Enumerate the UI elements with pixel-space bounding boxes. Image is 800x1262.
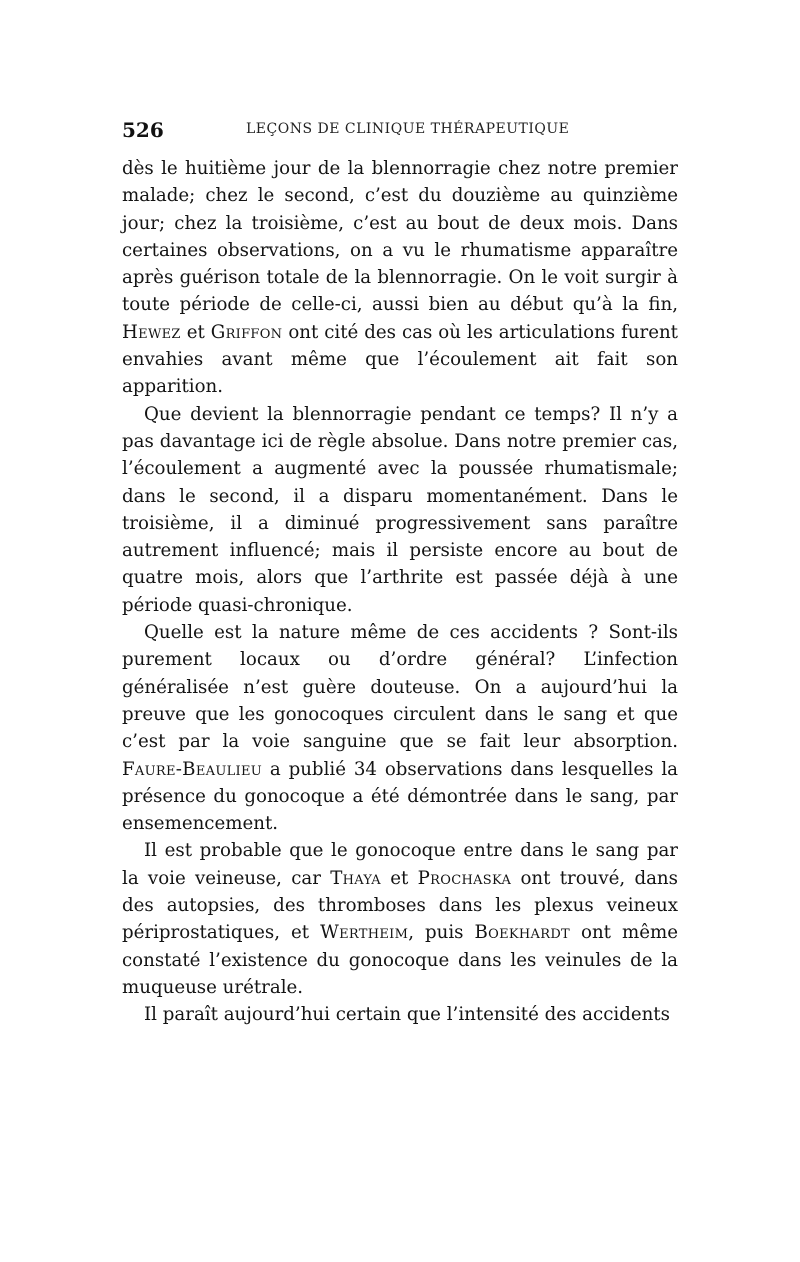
author-griffon: Griffon: [210, 321, 283, 343]
paragraph-1-text-c: ont cité des cas où les articulations furent envahies avant même que l’écoulement ait fait son apparition.: [122, 321, 678, 398]
body-text: [122, 155, 678, 1029]
paragraph-4-text-b: et: [381, 867, 418, 889]
paragraph-4: [122, 837, 678, 1001]
paragraph-3: [122, 619, 678, 837]
paragraph-3-text-b: a publié 34 observations dans lesquelles la présence du gonocoque a été démontrée dans le sang, par ensemencement.: [122, 758, 678, 835]
paragraph-2-text: Que devient la blennorragie pendant ce temps? Il n’y a pas davantage ici de règle absolue. Dans notre premier cas, l’écoulement a augmenté avec la poussée rhumatismale; dans le second, il a disparu momentanément. Dans le troisième, il a diminué progressivement sans paraître autrement influencé; mais il persiste encore au bout de quatre mois, alors que l’arthrite est passée déjà à une période quasi-chronique.: [122, 403, 678, 616]
author-wertheim: Wertheim: [320, 922, 409, 944]
paragraph-4-text-a: Il est probable que le gonocoque entre dans le sang par la voie veineuse, car: [122, 840, 678, 889]
author-faure-beaulieu: Faure-Beaulieu: [122, 758, 262, 780]
page-number: 526: [122, 118, 164, 142]
paragraph-1: [122, 155, 678, 401]
author-hewez: Hewez: [122, 321, 181, 343]
paragraph-5: [122, 1001, 678, 1028]
author-prochaska: Prochaska: [417, 867, 512, 889]
paragraph-4-text-e: ont même constaté l’existence du gonocoque dans les veinules de la muqueuse urétrale.: [122, 922, 679, 998]
paragraph-1-text-b: et: [180, 321, 211, 343]
paragraph-5-text: Il paraît aujourd’hui certain que l’intensité des accidents: [144, 1004, 670, 1026]
paragraph-4-text-c: ont trouvé, dans des autopsies, des thromboses dans les plexus veineux périprostatiques, et: [122, 867, 678, 944]
author-boekhardt: Boekhardt: [474, 922, 571, 944]
running-title: LEÇONS DE CLINIQUE THÉRAPEUTIQUE: [246, 121, 570, 137]
paragraph-2: [122, 401, 678, 619]
paragraph-3-text-a: Quelle est la nature même de ces accidents ? Sont-ils purement locaux ou d’ordre général? L’infection généralisée n’est guère douteuse. On a aujourd’hui la preuve que les gonocoques circulent dans le sang et que c’est par la voie sanguine que se fait leur absorption.: [122, 622, 678, 753]
page-header: [122, 118, 678, 146]
paragraph-4-text-d: , puis: [408, 922, 475, 944]
author-thaya: Thaya: [330, 867, 381, 889]
paragraph-1-text-a: dès le huitième jour de la blennorragie chez notre premier malade; chez le second, c’est du douzième au quinzième jour; chez la troisième, c’est au bout de deux mois. Dans certaines observations, on a vu le rhumatisme apparaître après guérison totale de la blennorragie. On le voit surgir à toute période de celle-ci, aussi bien au début qu’à la fin,: [122, 158, 678, 316]
